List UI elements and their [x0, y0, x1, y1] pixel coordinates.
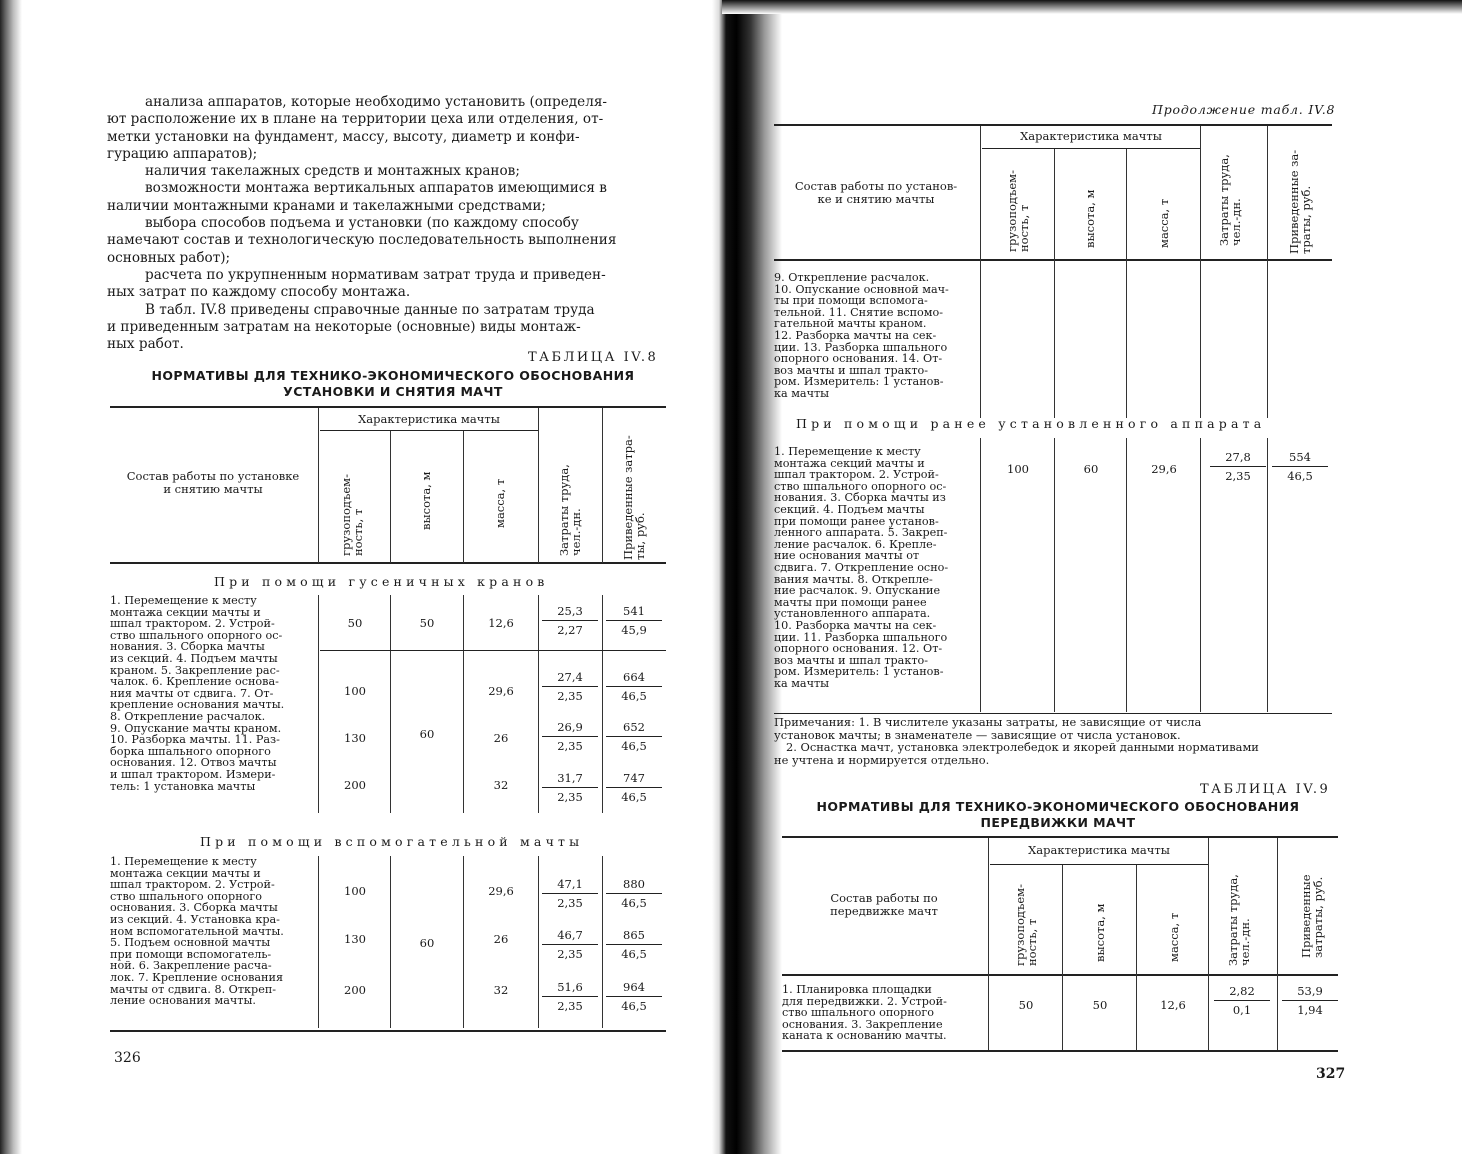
header-line: затраты, руб.	[1311, 876, 1325, 958]
work-line: сдвига. 7. Открепление осно-	[774, 560, 949, 574]
cell-labor	[540, 928, 600, 961]
col-divider	[390, 595, 391, 813]
denominator: 1,94	[1297, 1003, 1323, 1017]
cell-capacity: 100	[344, 884, 366, 898]
text-line: анализа аппаратов, которые необходимо установить (определя-	[145, 94, 607, 110]
header-line: грузоподъем-	[1005, 170, 1019, 252]
col-divider	[318, 856, 319, 1028]
cell-mass: 12,6	[1160, 998, 1186, 1012]
header-line: Затраты труда,	[557, 464, 571, 556]
denominator: 2,35	[557, 739, 583, 753]
work-line: 10. Разборка мачты на сек-	[774, 618, 937, 632]
section-title-crawler-cranes: При помощи гусеничных кранов	[214, 574, 549, 589]
header-line: ты, руб.	[633, 512, 647, 560]
fraction-bar	[542, 787, 598, 788]
numerator: 26,9	[557, 720, 583, 734]
header-cost	[1300, 874, 1324, 958]
note-line: не учтена и нормируется отдельно.	[774, 752, 990, 767]
cell-mass: 12,6	[488, 616, 514, 630]
cell-labor	[540, 877, 600, 910]
work-line: 5. Подъем основной мачты	[110, 936, 271, 950]
cell-mass: 29,6	[488, 884, 514, 898]
work-line: ка мачты	[774, 676, 830, 690]
text-line: наличия такелажных средств и монтажных кранов;	[145, 163, 520, 180]
fraction-bar	[542, 893, 598, 894]
header-mass: масса, т	[1167, 912, 1181, 962]
cell-labor	[540, 771, 600, 804]
text-line: основных работ);	[107, 249, 231, 266]
fraction-bar	[606, 686, 662, 687]
cell-labor	[1212, 984, 1272, 1017]
denominator: 46,5	[621, 739, 647, 753]
col-divider	[318, 408, 319, 563]
fraction-bar	[606, 736, 662, 737]
col-divider	[602, 856, 603, 1028]
intro-text	[107, 94, 667, 353]
header-characteristic: Характеристика мачты	[358, 412, 500, 426]
continuation-label: Продолжение табл. IV.8	[1152, 102, 1336, 117]
work-line: для передвижки. 2. Устрой-	[782, 994, 947, 1008]
denominator: 46,5	[621, 790, 647, 804]
work-line: ка мачты	[774, 386, 830, 400]
header-height: высота, м	[419, 471, 433, 530]
header-work-line: Состав работы по	[830, 891, 938, 905]
work-line: тель: 1 установка мачты	[110, 779, 256, 793]
text-line: и приведенным затратам на некоторые (основные) виды монтаж-	[107, 318, 581, 335]
section-title-installed-apparatus: При помощи ранее установленного аппарата	[796, 416, 1266, 431]
header-labor	[558, 464, 582, 556]
col-divider	[538, 408, 539, 563]
table-bottom-rule	[110, 1030, 666, 1032]
cell-capacity: 200	[344, 778, 366, 792]
col-divider	[1267, 126, 1268, 418]
header-line: Приведенные за-	[1287, 149, 1301, 254]
table-title	[108, 368, 678, 400]
cell-height: 50	[1092, 998, 1108, 1012]
work-line: 10. Разборка мачты. 11. Раз-	[110, 733, 280, 747]
fraction-bar	[606, 944, 662, 945]
cell-mass: 32	[493, 778, 509, 792]
header-cost	[622, 435, 646, 560]
cell-capacity: 50	[1018, 998, 1034, 1012]
header-line: чел.-дн.	[1229, 198, 1243, 246]
scan-edge-shadow	[0, 0, 22, 1154]
work-line: 1. Перемещение к месту	[110, 594, 257, 607]
work-line: 1. Перемещение к месту	[110, 855, 257, 868]
col-divider	[1126, 438, 1127, 712]
col-divider	[1126, 149, 1127, 418]
left-page	[0, 0, 722, 1154]
row-divider	[320, 650, 666, 651]
header-line: Приведенные затра-	[621, 435, 635, 560]
right-page	[722, 0, 1462, 1154]
col-divider	[1277, 838, 1278, 1050]
text-line: выбора способов подъема и установки (по каждому способу	[145, 215, 579, 232]
cell-mass: 26	[493, 932, 509, 946]
cell-capacity: 100	[344, 684, 366, 698]
header-capacity	[1006, 170, 1030, 252]
numerator: 47,1	[557, 877, 583, 891]
work-line: лок. 7. Крепление основания	[110, 970, 284, 984]
col-divider	[463, 856, 464, 1028]
work-line: 12. Разборка мачты на сек-	[774, 328, 937, 342]
work-line: опорного основания. 14. От-	[774, 352, 943, 366]
work-line: вания мачты. 8. Открепле-	[774, 572, 933, 586]
denominator: 2,35	[1225, 469, 1251, 483]
denominator: 46,5	[621, 689, 647, 703]
cell-capacity: 200	[344, 983, 366, 997]
cell-mass: 29,6	[1151, 462, 1177, 476]
numerator: 46,7	[557, 928, 583, 942]
table-notes	[774, 716, 1340, 766]
work-description	[782, 984, 984, 1042]
col-divider	[1200, 126, 1201, 418]
denominator: 46,5	[621, 999, 647, 1013]
numerator: 27,8	[1225, 450, 1251, 464]
work-line: ство шпального опорного ос-	[774, 479, 947, 493]
work-line: основания. 3. Сборка мачты	[110, 901, 278, 915]
cell-labor	[540, 604, 600, 637]
header-work-line: Состав работы по установ-	[794, 179, 958, 193]
fraction-bar	[1210, 466, 1266, 467]
numerator: 31,7	[557, 771, 583, 785]
header-work-line: ке и снятию мачты	[817, 192, 935, 206]
denominator: 46,5	[621, 896, 647, 910]
numerator: 865	[623, 928, 645, 942]
work-description	[774, 272, 976, 400]
table-bottom-rule	[782, 1050, 1338, 1052]
text-line: расчета по укрупненным нормативам затрат труда и приведен-	[145, 266, 606, 283]
header-line: грузоподъем-	[339, 474, 353, 556]
denominator: 46,5	[621, 947, 647, 961]
header-divider	[320, 430, 538, 431]
fraction-bar	[606, 620, 662, 621]
fraction-bar	[606, 893, 662, 894]
work-line: из секций. 4. Подъем мачты	[110, 651, 278, 665]
work-line: основания. 12. Отвоз мачты	[110, 756, 277, 770]
denominator: 2,35	[557, 896, 583, 910]
header-capacity	[1014, 884, 1038, 966]
fraction-bar	[1282, 1000, 1338, 1001]
cell-height: 60	[419, 727, 435, 741]
work-line: монтажа секций мачты и	[774, 456, 925, 470]
work-line: краном. 5. Закрепление рас-	[110, 663, 280, 677]
header-bottom-rule	[774, 259, 1332, 261]
cell-cost	[604, 980, 664, 1013]
cell-cost	[604, 928, 664, 961]
denominator: 46,5	[1287, 469, 1313, 483]
header-line: Затраты труда,	[1226, 874, 1240, 966]
header-line: грузоподъем-	[1013, 884, 1027, 966]
fraction-bar	[542, 620, 598, 621]
col-divider	[318, 595, 319, 813]
table-top-rule	[782, 836, 1338, 838]
table-top-rule	[110, 406, 666, 408]
header-work-line: и снятию мачты	[163, 482, 263, 496]
work-line: ной. 6. Закрепление расча-	[110, 959, 272, 973]
cell-capacity: 100	[1007, 462, 1029, 476]
header-line: чел.-дн.	[569, 508, 583, 556]
header-bottom-rule	[110, 562, 666, 564]
denominator: 45,9	[621, 623, 647, 637]
work-description	[110, 595, 312, 792]
note-line: установок мачты; в знаменателе — зависящие от числа установок.	[774, 727, 1181, 742]
work-line: ство шпального опорного	[782, 1006, 934, 1020]
work-line: мачты при помощи ранее	[774, 595, 927, 609]
note-line: Примечания: 1. В числителе указаны затраты, не зависящие от числа	[774, 715, 1202, 729]
work-line: ном вспомогательной мачты.	[110, 924, 284, 938]
header-line: ность, т	[1017, 204, 1031, 252]
numerator: 652	[623, 720, 645, 734]
work-line: ство шпального опорного	[110, 889, 262, 903]
header-line: ность, т	[1025, 918, 1039, 966]
cell-capacity: 50	[347, 616, 363, 630]
denominator: 2,27	[557, 623, 583, 637]
numerator: 27,4	[557, 670, 583, 684]
work-line: шпал трактором. 2. Устрой-	[774, 468, 939, 482]
denominator: 2,35	[557, 947, 583, 961]
numerator: 25,3	[557, 604, 583, 618]
work-line: 9. Опускание мачты краном.	[110, 721, 282, 735]
work-line: шпал трактором. 2. Устрой-	[110, 878, 275, 892]
header-characteristic: Характеристика мачты	[1028, 843, 1170, 857]
cell-cost	[604, 670, 664, 703]
cell-cost	[604, 720, 664, 753]
numerator: 51,6	[557, 980, 583, 994]
cell-mass: 32	[493, 983, 509, 997]
col-divider	[988, 838, 989, 1050]
work-line: установленного аппарата.	[774, 607, 931, 621]
work-line: 1. Планировка площадки	[782, 983, 932, 996]
col-divider	[463, 431, 464, 563]
col-divider	[1062, 865, 1063, 1050]
note-line: 2. Оснастка мачт, установка электролебедок и якорей данными нормативами	[786, 740, 1259, 754]
fraction-bar	[606, 996, 662, 997]
work-line: 1. Перемещение к месту	[774, 445, 921, 458]
col-divider	[1054, 438, 1055, 712]
header-work-line: передвижке мачт	[830, 904, 938, 918]
fraction-bar	[542, 736, 598, 737]
work-line: мачты от сдвига. 8. Откреп-	[110, 982, 277, 996]
header-line: Затраты труда,	[1217, 154, 1231, 246]
header-labor	[1218, 154, 1242, 246]
header-height: высота, м	[1093, 903, 1107, 962]
denominator: 0,1	[1232, 1003, 1252, 1017]
header-line: чел.-дн.	[1238, 918, 1252, 966]
col-divider	[538, 856, 539, 1028]
cell-mass: 29,6	[488, 684, 514, 698]
work-line: ленного аппарата. 5. Закреп-	[774, 526, 948, 540]
work-line: каната к основанию мачты.	[782, 1029, 947, 1043]
cell-mass: 26	[493, 731, 509, 745]
header-line: Приведенные	[1299, 874, 1313, 958]
work-line: при помощи вспомогатель-	[110, 947, 272, 961]
text-line: намечают состав и технологическую последовательность выполнения	[107, 232, 617, 249]
denominator: 2,35	[557, 999, 583, 1013]
fraction-bar	[1272, 466, 1328, 467]
col-divider	[390, 431, 391, 563]
work-line: нования. 3. Сборка мачты	[110, 640, 265, 654]
cell-capacity: 130	[344, 932, 366, 946]
col-divider	[538, 595, 539, 813]
denominator: 2,35	[557, 689, 583, 703]
work-line: из секций. 4. Установка кра-	[110, 912, 280, 926]
work-line: ции. 11. Разборка шпального	[774, 630, 948, 644]
work-line: ты при помощи вспомога-	[774, 294, 928, 308]
col-divider	[1200, 438, 1201, 712]
section-title-auxiliary-mast: При помощи вспомогательной мачты	[200, 834, 584, 849]
header-work	[782, 892, 986, 918]
header-mass: масса, т	[493, 478, 507, 528]
text-line: наличии монтажными кранами и такелажными средствами;	[107, 197, 546, 214]
table-title-line: УСТАНОВКИ И СНЯТИЯ МАЧТ	[283, 384, 503, 399]
cell-cost	[604, 877, 664, 910]
work-line: борка шпального опорного	[110, 744, 271, 758]
numerator: 880	[623, 877, 645, 891]
col-divider	[390, 856, 391, 1028]
work-line: воз мачты и шпал тракто-	[774, 363, 929, 377]
table-number: ТАБЛИЦА IV.9	[1200, 782, 1331, 797]
work-line: и шпал трактором. Измери-	[110, 767, 276, 781]
work-line: воз мачты и шпал тракто-	[774, 653, 929, 667]
work-line: монтажа секции мачты и	[110, 605, 261, 619]
work-line: при помощи ранее установ-	[774, 514, 939, 528]
fraction-bar	[606, 787, 662, 788]
table-bottom-rule	[774, 713, 1332, 714]
work-line: гательной мачты краном.	[774, 317, 927, 331]
col-divider	[1208, 838, 1209, 1050]
header-cost	[1288, 150, 1312, 254]
text-line: В табл. IV.8 приведены справочные данные по затратам труда	[145, 301, 595, 318]
header-divider	[982, 148, 1200, 149]
table-title-line: НОРМАТИВЫ ДЛЯ ТЕХНИКО-ЭКОНОМИЧЕСКОГО ОБОСНОВАНИЯ	[151, 368, 635, 383]
cell-labor	[540, 980, 600, 1013]
work-line: основания. 3. Закрепление	[782, 1017, 943, 1031]
numerator: 53,9	[1297, 984, 1323, 998]
text-line: гурацию аппаратов);	[107, 145, 258, 162]
header-characteristic: Характеристика мачты	[1020, 129, 1162, 143]
text-line: метки установки на фундамент, массу, высоту, диаметр и конфи-	[107, 128, 580, 145]
work-line: ление расчалок. 6. Крепле-	[774, 537, 937, 551]
cell-labor	[540, 670, 600, 703]
col-divider	[1136, 865, 1137, 1050]
table-top-rule	[774, 124, 1332, 126]
header-labor	[1227, 874, 1251, 966]
col-divider	[1054, 149, 1055, 418]
work-line: ния мачты от сдвига. 7. От-	[110, 686, 274, 700]
header-mass: масса, т	[1157, 198, 1171, 248]
cell-cost	[1280, 984, 1340, 1017]
numerator: 554	[1289, 450, 1311, 464]
table-title-line: ПЕРЕДВИЖКИ МАЧТ	[980, 815, 1136, 830]
header-divider	[990, 864, 1208, 865]
page-number: 326	[114, 1050, 141, 1066]
text-line: ют расположение их в плане на территории цеха или отделения, от-	[107, 111, 604, 128]
cell-cost	[604, 771, 664, 804]
text-line: возможности монтажа вертикальных аппаратов имеющимися в	[145, 180, 607, 197]
col-divider	[980, 126, 981, 418]
col-divider	[980, 438, 981, 712]
work-line: 8. Открепление расчалок.	[110, 709, 266, 723]
table-title-line: НОРМАТИВЫ ДЛЯ ТЕХНИКО-ЭКОНОМИЧЕСКОГО ОБОСНОВАНИЯ	[816, 799, 1300, 814]
work-line: секций. 4. Подъем мачты	[774, 502, 925, 516]
text-line: ных затрат по каждому способу монтажа.	[107, 284, 411, 301]
work-line: ром. Измеритель: 1 установ-	[774, 375, 944, 389]
numerator: 964	[623, 980, 645, 994]
work-line: ние основания мачты от	[774, 549, 920, 563]
work-line: ром. Измеритель: 1 установ-	[774, 665, 944, 679]
text-line: ных работ.	[107, 336, 184, 353]
work-line: монтажа секции мачты и	[110, 866, 261, 880]
work-line: 10. Опускание основной мач-	[774, 282, 949, 296]
table-number: ТАБЛИЦА IV.8	[528, 350, 659, 365]
numerator: 541	[623, 604, 645, 618]
header-height: высота, м	[1083, 189, 1097, 248]
cell-height: 60	[419, 936, 435, 950]
numerator: 747	[623, 771, 645, 785]
cell-cost	[604, 604, 664, 637]
fraction-bar	[1214, 1000, 1270, 1001]
work-line: чалок. 6. Крепление основа-	[110, 675, 279, 689]
fraction-bar	[542, 944, 598, 945]
cell-height: 60	[1083, 462, 1099, 476]
table-title	[782, 799, 1334, 831]
col-divider	[602, 595, 603, 813]
work-description	[110, 856, 312, 1007]
work-line: опорного основания. 12. От-	[774, 642, 943, 656]
header-line: ность, т	[351, 508, 365, 556]
header-bottom-rule	[782, 974, 1338, 976]
numerator: 664	[623, 670, 645, 684]
header-work	[774, 180, 978, 206]
work-line: нования. 3. Сборка мачты из	[774, 491, 946, 505]
header-line: траты, руб.	[1299, 185, 1313, 254]
cell-capacity: 130	[344, 731, 366, 745]
work-line: ство шпального опорного ос-	[110, 628, 283, 642]
cell-height: 50	[419, 616, 435, 630]
header-work-line: Состав работы по установке	[126, 469, 300, 483]
work-line: шпал трактором. 2. Устрой-	[110, 617, 275, 631]
header-work	[110, 470, 316, 496]
cell-cost	[1270, 450, 1330, 483]
denominator: 2,35	[557, 790, 583, 804]
fraction-bar	[542, 686, 598, 687]
page-number: 327	[1316, 1066, 1346, 1082]
work-line: ции. 13. Разборка шпального	[774, 340, 948, 354]
numerator: 2,82	[1229, 984, 1255, 998]
col-divider	[463, 595, 464, 813]
cell-labor	[1208, 450, 1268, 483]
fraction-bar	[542, 996, 598, 997]
work-line: ние расчалок. 9. Опускание	[774, 584, 941, 598]
work-line: 9. Открепление расчалок.	[774, 271, 930, 284]
col-divider	[602, 408, 603, 563]
header-capacity	[340, 474, 364, 556]
work-line: ление основания мачты.	[110, 994, 256, 1008]
cell-labor	[540, 720, 600, 753]
work-line: крепление основания мачты.	[110, 698, 285, 712]
work-description	[774, 446, 976, 689]
work-line: тельной. 11. Снятие вспомо-	[774, 305, 943, 319]
